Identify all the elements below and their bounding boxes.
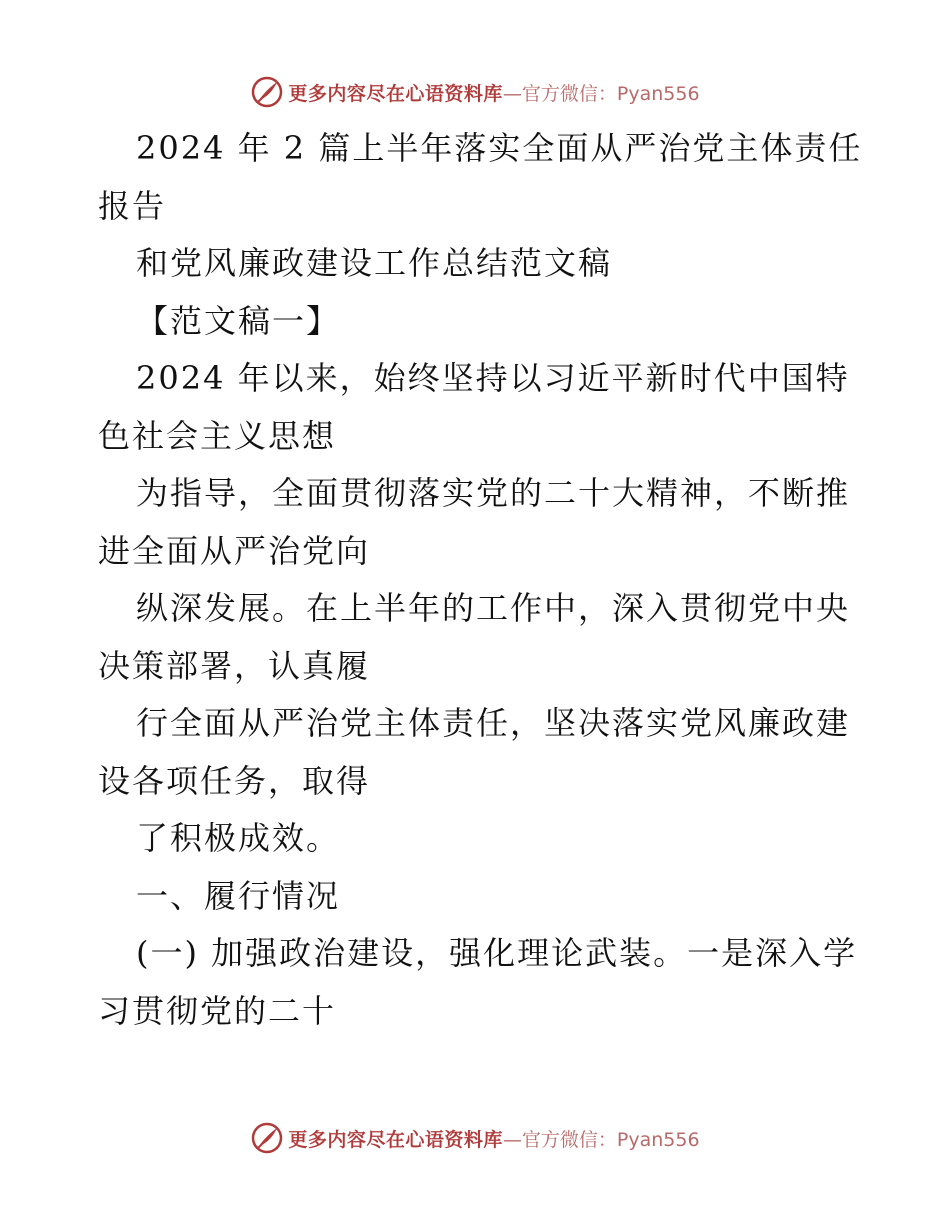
- text-line: 进全面从严治党向: [98, 531, 371, 570]
- document-body: [98, 120, 863, 1040]
- text-line: 行全面从严治党主体责任，坚决落实党风廉政建: [136, 704, 851, 742]
- text-line: 2024 年以来，始终坚持以习近平新时代中国特: [136, 359, 850, 397]
- header-banner: [0, 72, 950, 112]
- feather-quill-logo-icon: [250, 75, 284, 109]
- text-line: 为指导，全面贯彻落实党的二十大精神，不断推: [136, 474, 851, 512]
- text-line: 色社会主义思想: [98, 416, 337, 455]
- banner-contact-text: —官方微信：Pyan556: [502, 1128, 700, 1151]
- text-line: 报告: [98, 186, 167, 225]
- text-line: 决策部署，认真履: [98, 646, 371, 685]
- text-line: 纵深发展。在上半年的工作中，深入贯彻党中央: [136, 589, 851, 627]
- text-line: 了积极成效。: [136, 819, 341, 857]
- banner-main-text: 更多内容尽在心语资料库: [288, 1128, 503, 1151]
- text-line: 设各项任务，取得: [98, 761, 371, 800]
- text-line: (一) 加强政治建设，强化理论武装。一是深入学: [136, 934, 858, 972]
- footer-banner: [0, 1118, 950, 1158]
- feather-quill-logo-icon: [250, 1121, 284, 1155]
- text-line: 习贯彻党的二十: [98, 991, 337, 1030]
- text-line: 和党风廉政建设工作总结范文稿: [136, 244, 613, 282]
- text-line: 【范文稿一】: [136, 301, 341, 340]
- text-line: 一、履行情况: [136, 876, 341, 915]
- banner-main-text: 更多内容尽在心语资料库: [288, 82, 503, 105]
- text-line: 2024 年 2 篇上半年落实全面从严治党主体责任: [136, 129, 863, 167]
- banner-contact-text: —官方微信：Pyan556: [502, 82, 700, 105]
